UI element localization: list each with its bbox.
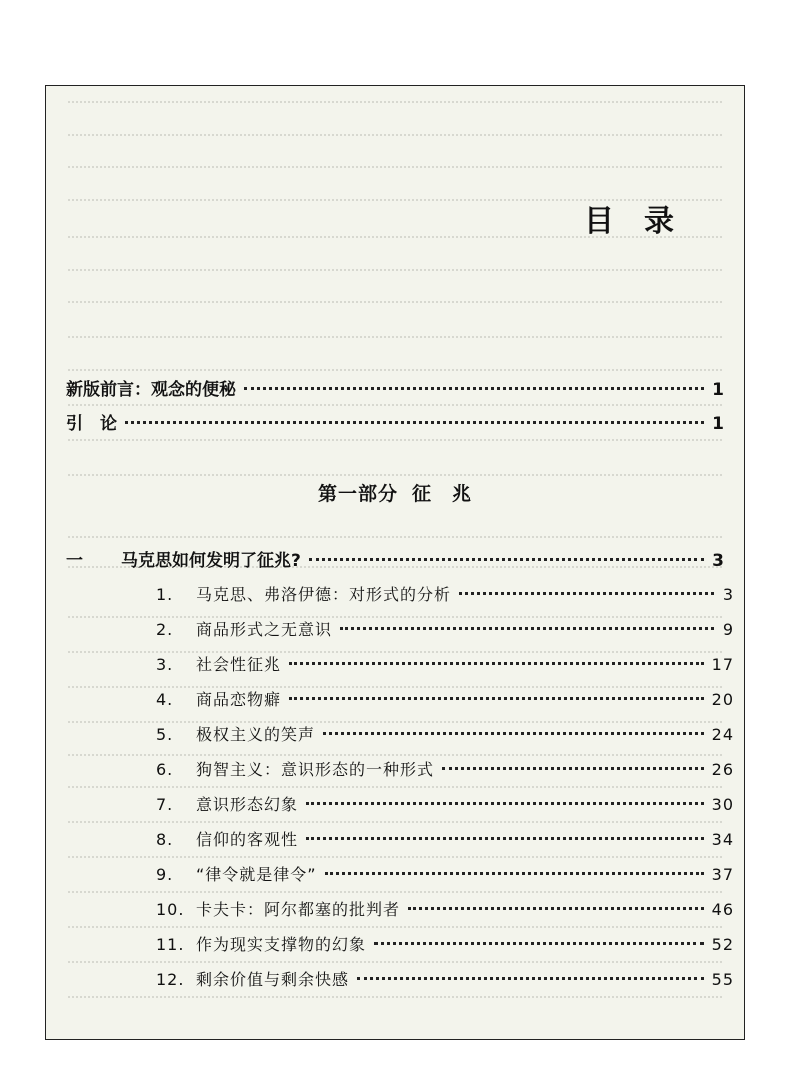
dot-leader	[325, 872, 704, 875]
section-number: 3.	[156, 655, 174, 674]
toc-entry-section[interactable]	[156, 862, 734, 885]
section-number: 12.	[156, 970, 185, 989]
entry-page: 30	[711, 795, 734, 814]
entry-page: 52	[711, 935, 734, 954]
entry-page: 3	[712, 551, 724, 571]
entry-label: 卡夫卡：阿尔都塞的批判者	[196, 900, 401, 919]
part-heading	[46, 479, 744, 506]
entry-label: 剩余价值与剩余快感	[196, 970, 350, 989]
dot-leader	[323, 732, 704, 735]
dot-leader	[459, 592, 714, 595]
title-char-1: 目	[584, 204, 616, 239]
dot-leader	[306, 837, 704, 840]
entry-label: 商品恋物癖	[196, 690, 282, 709]
toc-entry-section[interactable]	[156, 687, 734, 710]
entry-label: 社会性征兆	[196, 655, 282, 674]
dot-leader	[340, 627, 714, 630]
entry-page: 1	[712, 414, 724, 434]
entry-page: 17	[711, 655, 734, 674]
part-name: 第一部分	[317, 483, 398, 505]
toc-entry-introduction[interactable]	[66, 409, 724, 434]
toc-title	[584, 196, 676, 240]
entry-label: 信仰的客观性	[196, 830, 299, 849]
toc-entry-section[interactable]	[156, 582, 734, 605]
section-number: 9.	[156, 865, 174, 884]
entry-label: 商品形式之无意识	[196, 620, 333, 639]
section-number: 4.	[156, 690, 174, 709]
entry-page: 37	[711, 865, 734, 884]
entry-label	[66, 546, 301, 571]
entry-label: 新版前言：观念的便秘	[66, 380, 236, 400]
toc-entry-section[interactable]	[156, 757, 734, 780]
entry-page: 1	[712, 380, 724, 400]
entry-page: 9	[722, 620, 734, 639]
dot-leader	[306, 802, 704, 805]
entry-label: 马克思、弗洛伊德：对形式的分析	[196, 585, 452, 604]
entry-page: 24	[711, 725, 734, 744]
section-number: 6.	[156, 760, 174, 779]
section-number: 1.	[156, 585, 174, 604]
toc-page	[45, 85, 745, 1040]
dot-leader	[357, 977, 704, 980]
entry-label: 极权主义的笑声	[196, 725, 316, 744]
toc-entry-section[interactable]	[156, 827, 734, 850]
entry-label: 引 论	[66, 414, 117, 434]
toc-entry-section[interactable]	[156, 722, 734, 745]
entry-page: 20	[711, 690, 734, 709]
toc-entry-chapter-1[interactable]	[66, 546, 724, 571]
section-number: 8.	[156, 830, 174, 849]
entry-label: 作为现实支撑物的幻象	[196, 935, 367, 954]
dot-leader	[309, 558, 704, 561]
entry-page: 3	[722, 585, 734, 604]
section-number: 7.	[156, 795, 174, 814]
part-title: 征 兆	[412, 483, 473, 505]
entry-page: 55	[711, 970, 734, 989]
entry-label: “律令就是律令”	[196, 865, 317, 884]
toc-entry-section[interactable]	[156, 652, 734, 675]
dot-leader	[244, 387, 704, 390]
entry-label: 狗智主义：意识形态的一种形式	[196, 760, 435, 779]
entry-page: 34	[711, 830, 734, 849]
dot-leader	[289, 697, 704, 700]
toc-entry-section[interactable]	[156, 932, 734, 955]
toc-entry-section[interactable]	[156, 617, 734, 640]
toc-entry-section[interactable]	[156, 792, 734, 815]
dot-leader	[374, 942, 704, 945]
entry-page: 46	[711, 900, 734, 919]
entry-page: 26	[711, 760, 734, 779]
section-number: 5.	[156, 725, 174, 744]
dot-leader	[408, 907, 704, 910]
section-number: 10.	[156, 900, 185, 919]
chapter-title: 马克思如何发明了征兆?	[121, 551, 301, 571]
section-number: 11.	[156, 935, 185, 954]
dot-leader	[125, 421, 704, 424]
section-number: 2.	[156, 620, 174, 639]
toc-entry-preface[interactable]	[66, 375, 724, 400]
dot-leader	[289, 662, 704, 665]
chapter-marker: 一	[66, 551, 83, 571]
toc-entry-section[interactable]	[156, 897, 734, 920]
dot-leader	[442, 767, 704, 770]
title-char-2: 录	[644, 204, 676, 239]
entry-label: 意识形态幻象	[196, 795, 299, 814]
toc-entry-section[interactable]	[156, 967, 734, 990]
